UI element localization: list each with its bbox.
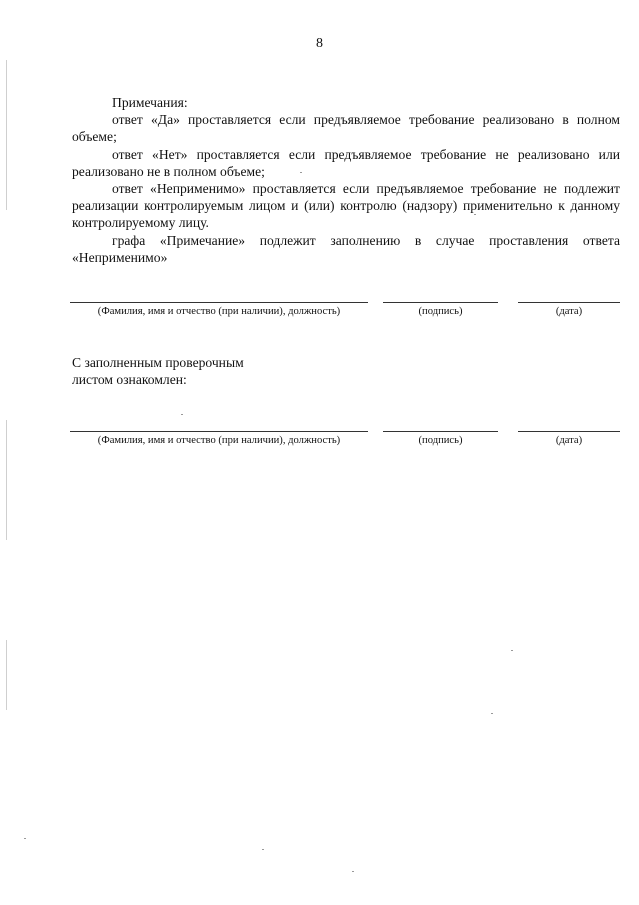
date-caption: (дата) xyxy=(555,435,583,446)
scan-speck xyxy=(491,713,493,714)
acknowledgement-line-2: листом ознакомлен: xyxy=(72,372,187,388)
signature-line xyxy=(383,302,498,303)
date-caption: (дата) xyxy=(555,306,583,317)
note-item-no: ответ «Нет» проставляется если предъявляемое требование не реализовано или реализовано не в полном объеме; xyxy=(72,146,620,179)
signature-line xyxy=(383,431,498,432)
scan-speck xyxy=(352,871,354,872)
scan-speck xyxy=(511,650,513,651)
scan-edge-mark xyxy=(6,420,7,540)
name-signature-line xyxy=(70,302,368,303)
scan-speck xyxy=(300,172,302,173)
name-caption: (Фамилия, имя и отчество (при наличии), должность) xyxy=(97,435,341,446)
signature-caption: (подпись) xyxy=(418,435,463,446)
scan-speck xyxy=(474,214,476,215)
scan-speck xyxy=(181,414,183,415)
scan-speck xyxy=(24,838,26,839)
signature-caption: (подпись) xyxy=(418,306,463,317)
scan-speck xyxy=(262,849,264,850)
note-item-remark-column: графа «Примечание» подлежит заполнению в случае проставления ответа «Неприменимо» xyxy=(72,232,620,265)
notes-heading: Примечания: xyxy=(112,95,188,110)
note-item-yes: ответ «Да» проставляется если предъявляемое требование реализовано в полном объеме; xyxy=(72,112,620,145)
date-line xyxy=(518,302,620,303)
acknowledgement-text xyxy=(72,354,244,388)
page-number: 8 xyxy=(316,36,323,51)
name-signature-line xyxy=(70,431,368,432)
scan-edge-mark xyxy=(6,640,7,710)
date-line xyxy=(518,431,620,432)
scan-edge-mark xyxy=(6,60,7,210)
acknowledgement-line-1: С заполненным проверочным xyxy=(72,355,244,370)
notes-section xyxy=(72,94,620,266)
name-caption: (Фамилия, имя и отчество (при наличии), должность) xyxy=(97,306,341,317)
note-item-not-applicable: ответ «Неприменимо» проставляется если предъявляемое требование не подлежит реализации контролируемым лицом и (или) контролю (надзору) применительно к данному контролируемому лицу. xyxy=(72,181,620,231)
